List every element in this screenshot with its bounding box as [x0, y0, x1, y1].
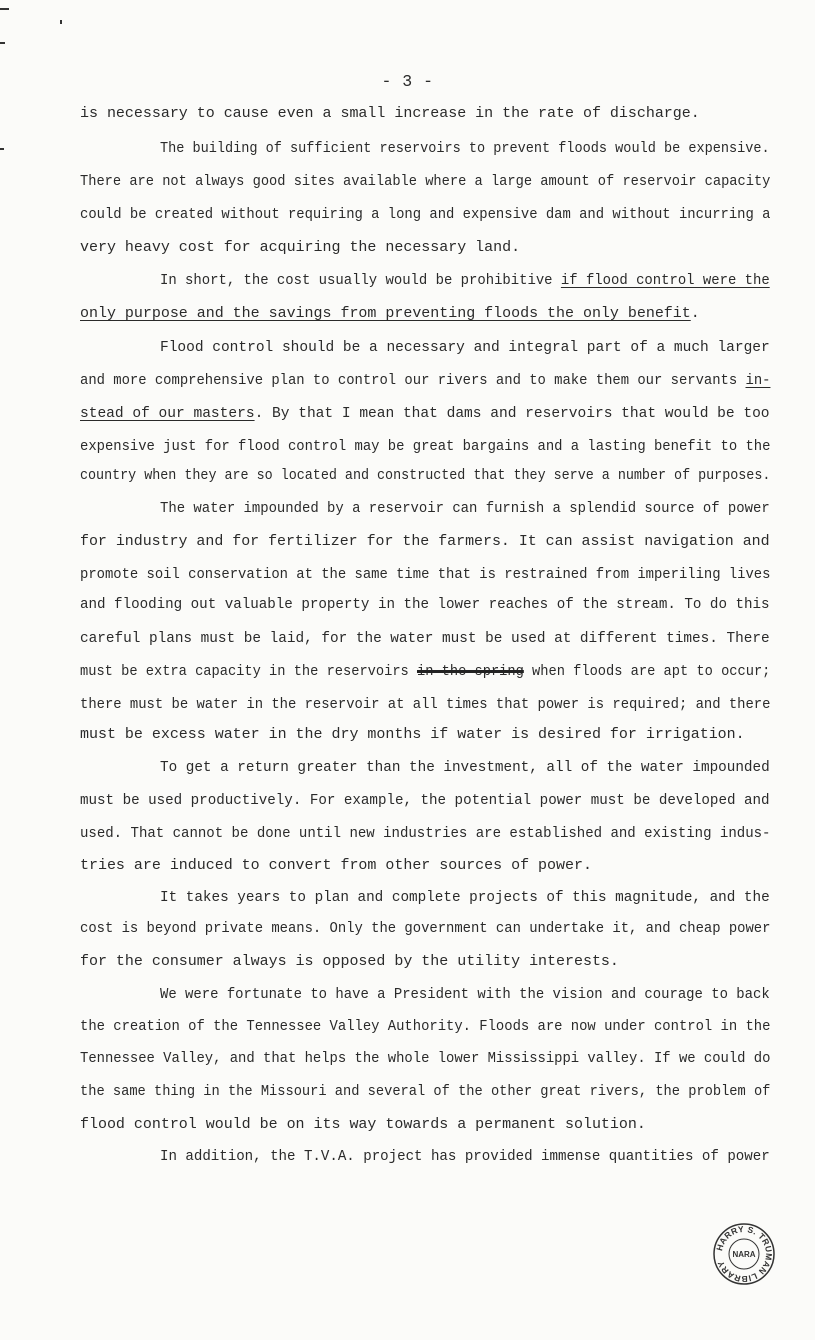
truman-library-stamp: [712, 1222, 776, 1286]
text-line: [80, 792, 770, 809]
text-line: [160, 339, 770, 356]
text-segment: We were fortunate to have a President with the vision and courage to back: [160, 986, 770, 1003]
text-line: [160, 1148, 770, 1165]
stamp-ring-text: HARRY S. TRUMAN LIBRARY: [714, 1223, 775, 1285]
margin-mark-top: [0, 8, 9, 10]
stamp-center-text: NARA: [732, 1250, 756, 1259]
text-line: [80, 920, 770, 937]
text-line: [80, 953, 619, 970]
text-segment: It takes years to plan and complete projects of this magnitude, and the: [160, 889, 770, 906]
text-segment: and more comprehensive plan to control our rivers and to make them our servants: [80, 372, 746, 389]
text-line: [160, 140, 770, 157]
text-segment: for industry and for fertilizer for the farmers. It can assist navigation and: [80, 533, 770, 550]
underlined-text: stead of our masters: [80, 405, 255, 422]
text-segment: The water impounded by a reservoir can furnish a splendid source of power: [160, 500, 770, 517]
margin-mark-mid: [0, 148, 4, 150]
text-segment: The building of sufficient reservoirs to prevent floods would be expensive.: [160, 140, 770, 157]
page-number: - 3 -: [381, 72, 434, 91]
text-line: [80, 696, 770, 713]
text-line: [80, 372, 770, 389]
text-segment: there must be water in the reservoir at all times that power is required; and there: [80, 696, 771, 713]
text-segment: is necessary to cause even a small increase in the rate of discharge.: [80, 105, 700, 122]
text-line: [160, 272, 770, 289]
text-line: [80, 206, 770, 223]
text-segment: used. That cannot be done until new industries are established and existing indus-: [80, 825, 771, 842]
text-segment: In addition, the T.V.A. project has provided immense quantities of power: [160, 1148, 770, 1165]
text-line: [160, 986, 770, 1003]
text-line: [80, 726, 745, 743]
text-segment: cost is beyond private means. Only the government can undertake it, and cheap power: [80, 920, 771, 937]
underlined-text: if flood control were the: [560, 272, 770, 289]
text-segment: must be used productively. For example, the potential power must be developed and: [80, 792, 770, 809]
text-segment: Tennessee Valley, and that helps the whole lower Mississippi valley. If we could do: [80, 1050, 771, 1067]
text-segment: careful plans must be laid, for the water must be used at different times. There: [80, 630, 770, 647]
text-segment: To get a return greater than the investment, all of the water impounded: [160, 759, 770, 776]
text-line: [80, 533, 770, 550]
text-segment: flood control would be on its way towards a permanent solution.: [80, 1116, 646, 1133]
underlined-text: in-: [745, 372, 771, 389]
text-line: [160, 500, 770, 517]
text-segment: .: [690, 305, 700, 322]
text-segment: There are not always good sites available where a large amount of reservoir capacity: [80, 173, 771, 190]
text-line: [80, 173, 770, 190]
text-segment: could be created without requiring a long and expensive dam and without incurring a: [80, 206, 771, 223]
text-segment: expensive just for flood control may be great bargains and a lasting benefit to the: [80, 438, 771, 455]
text-line: [80, 405, 770, 422]
text-segment: must be extra capacity in the reservoirs: [80, 663, 417, 680]
text-line: [80, 1083, 770, 1100]
text-segment: country when they are so located and constructed that they serve a number of purposes.: [80, 467, 771, 484]
text-segment: when floods are apt to occur;: [523, 663, 771, 680]
text-line: [80, 1116, 646, 1133]
text-segment: very heavy cost for acquiring the necessary land.: [80, 239, 521, 256]
text-segment: must be excess water in the dry months if water is desired for irrigation.: [80, 726, 745, 743]
text-line: [80, 239, 520, 256]
text-line: [80, 305, 700, 322]
margin-mark-left: [0, 42, 5, 44]
text-line: [80, 105, 700, 122]
text-segment: In short, the cost usually would be prohibitive: [160, 272, 561, 289]
text-line: [160, 759, 770, 776]
text-line: [80, 467, 770, 484]
text-line: [80, 825, 770, 842]
text-segment: . By that I mean that dams and reservoirs that would be too: [254, 405, 770, 422]
text-line: [80, 596, 770, 613]
text-segment: promote soil conservation at the same time that is restrained from imperiling lives: [80, 566, 771, 583]
text-line: [80, 1050, 770, 1067]
text-line: [80, 857, 592, 874]
text-line: [160, 889, 770, 906]
text-segment: Flood control should be a necessary and integral part of a much larger: [160, 339, 770, 356]
text-segment: for the consumer always is opposed by the utility interests.: [80, 953, 619, 970]
text-segment: the same thing in the Missouri and several of the other great rivers, the problem of: [80, 1083, 771, 1100]
text-line: [80, 663, 770, 680]
text-line: [80, 566, 770, 583]
text-line: [80, 630, 770, 647]
struck-text: in the spring: [416, 663, 524, 680]
underlined-text: only purpose and the savings from preventing floods the only benefit: [80, 305, 691, 322]
text-line: [80, 1018, 770, 1035]
text-line: [80, 438, 770, 455]
text-segment: tries are induced to convert from other sources of power.: [80, 857, 592, 874]
text-segment: the creation of the Tennessee Valley Authority. Floods are now under control in the: [80, 1018, 771, 1035]
text-segment: and flooding out valuable property in the lower reaches of the stream. To do this: [80, 596, 770, 613]
margin-mark-upper: [60, 20, 62, 24]
